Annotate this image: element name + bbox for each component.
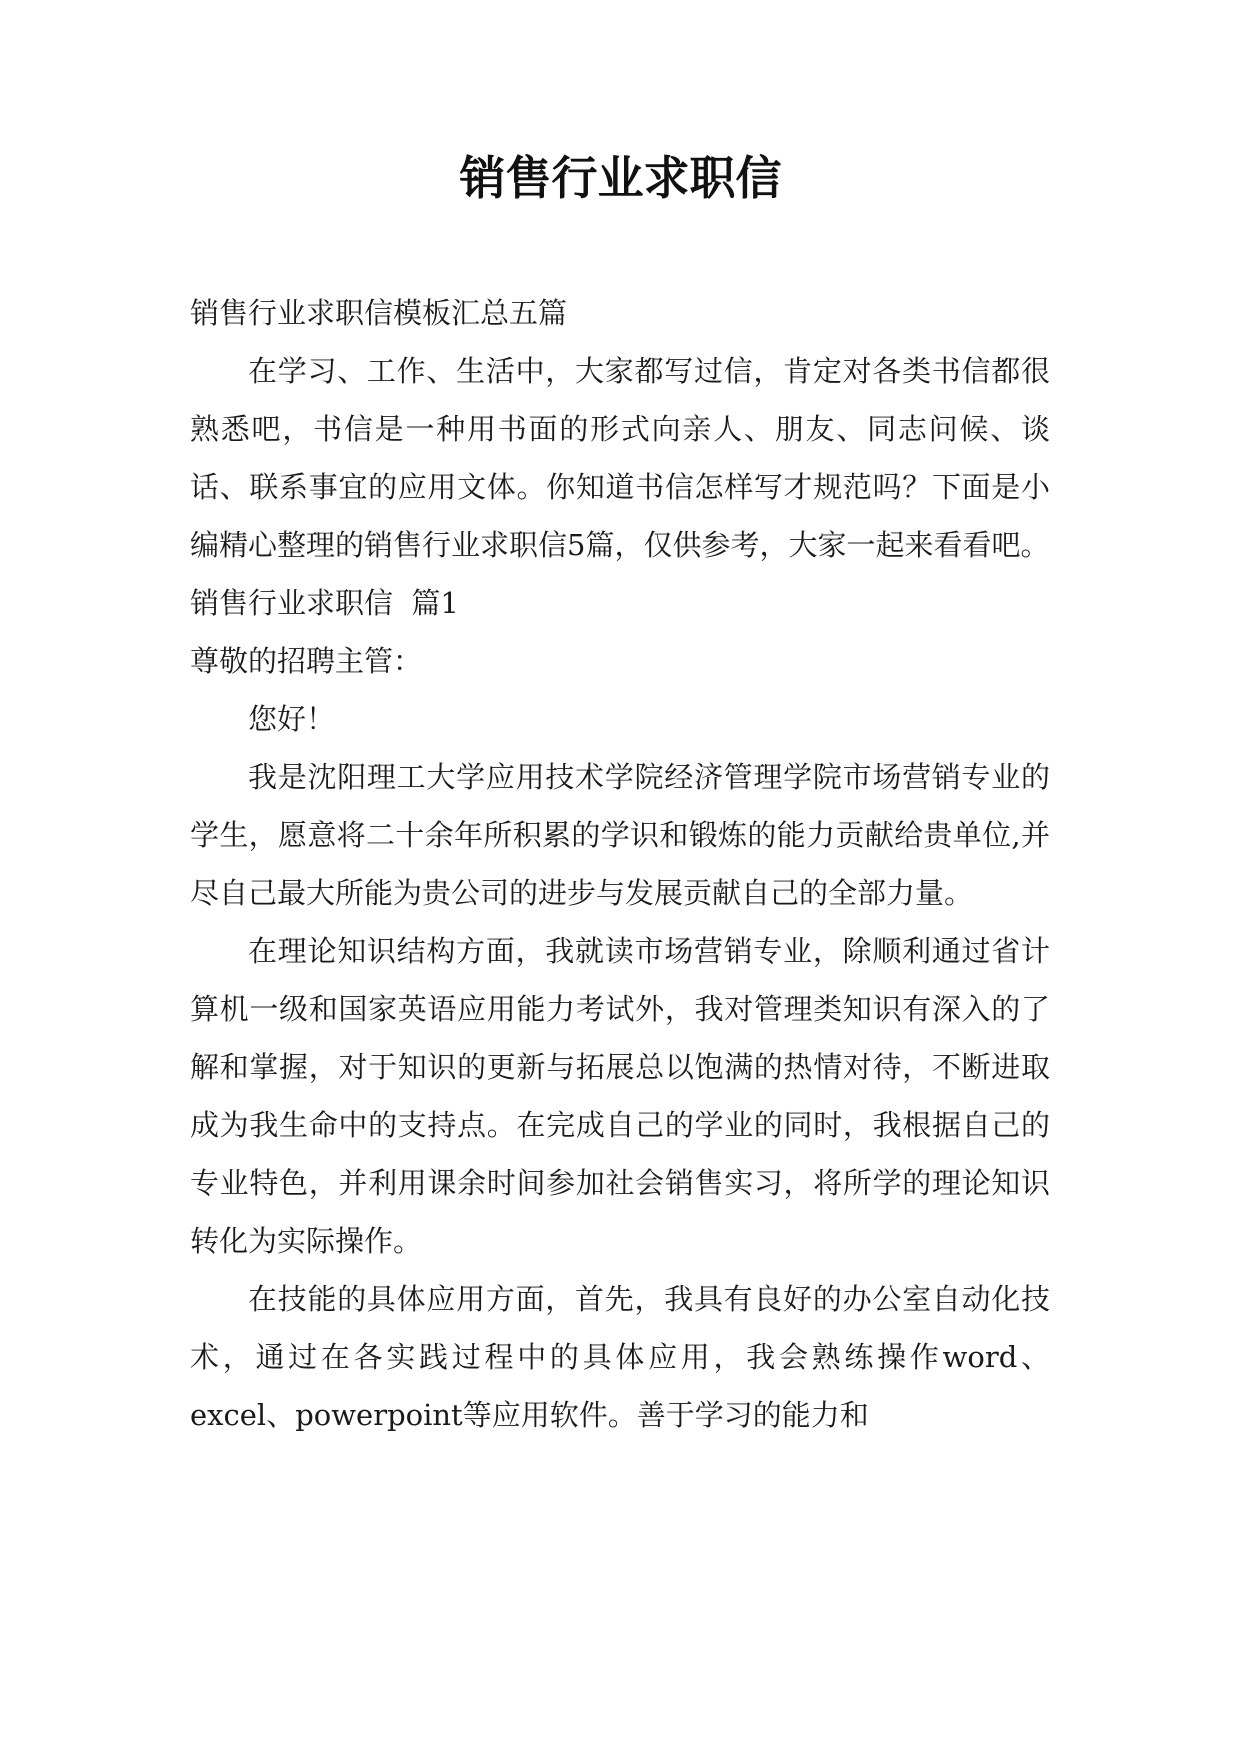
body-paragraph-1: 我是沈阳理工大学应用技术学院经济管理学院市场营销专业的学生，愿意将二十余年所积累的学识和锻炼的能力贡献给贵单位,并尽自己最大所能为贵公司的进步与发展贡献自己的全部力量。 <box>190 760 1050 910</box>
document-body <box>190 284 1050 1444</box>
document-title: 销售行业求职信 <box>459 151 782 205</box>
greeting: 您好！ <box>248 702 336 736</box>
document-subtitle: 销售行业求职信模板汇总五篇 <box>190 296 568 330</box>
salutation: 尊敬的招聘主管： <box>190 644 423 678</box>
section-heading: 销售行业求职信 篇1 <box>190 586 459 620</box>
body-paragraph-2: 在理论知识结构方面，我就读市场营销专业，除顺利通过省计算机一级和国家英语应用能力考试外，我对管理类知识有深入的了解和掌握，对于知识的更新与拓展总以饱满的热情对待，不断进取成为我生命中的支持点。在完成自己的学业的同时，我根据自己的专业特色，并利用课余时间参加社会销售实习，将所学的理论知识转化为实际操作。 <box>190 934 1050 1258</box>
intro-paragraph: 在学习、工作、生活中，大家都写过信，肯定对各类书信都很熟悉吧，书信是一种用书面的形式向亲人、朋友、同志问候、谈话、联系事宜的应用文体。你知道书信怎样写才规范吗？下面是小编精心整理的销售行业求职信5篇，仅供参考，大家一起来看看吧。 <box>190 354 1050 562</box>
body-paragraph-3: 在技能的具体应用方面，首先，我具有良好的办公室自动化技术，通过在各实践过程中的具体应用，我会熟练操作word、excel、powerpoint等应用软件。善于学习的能力和 <box>190 1282 1050 1432</box>
